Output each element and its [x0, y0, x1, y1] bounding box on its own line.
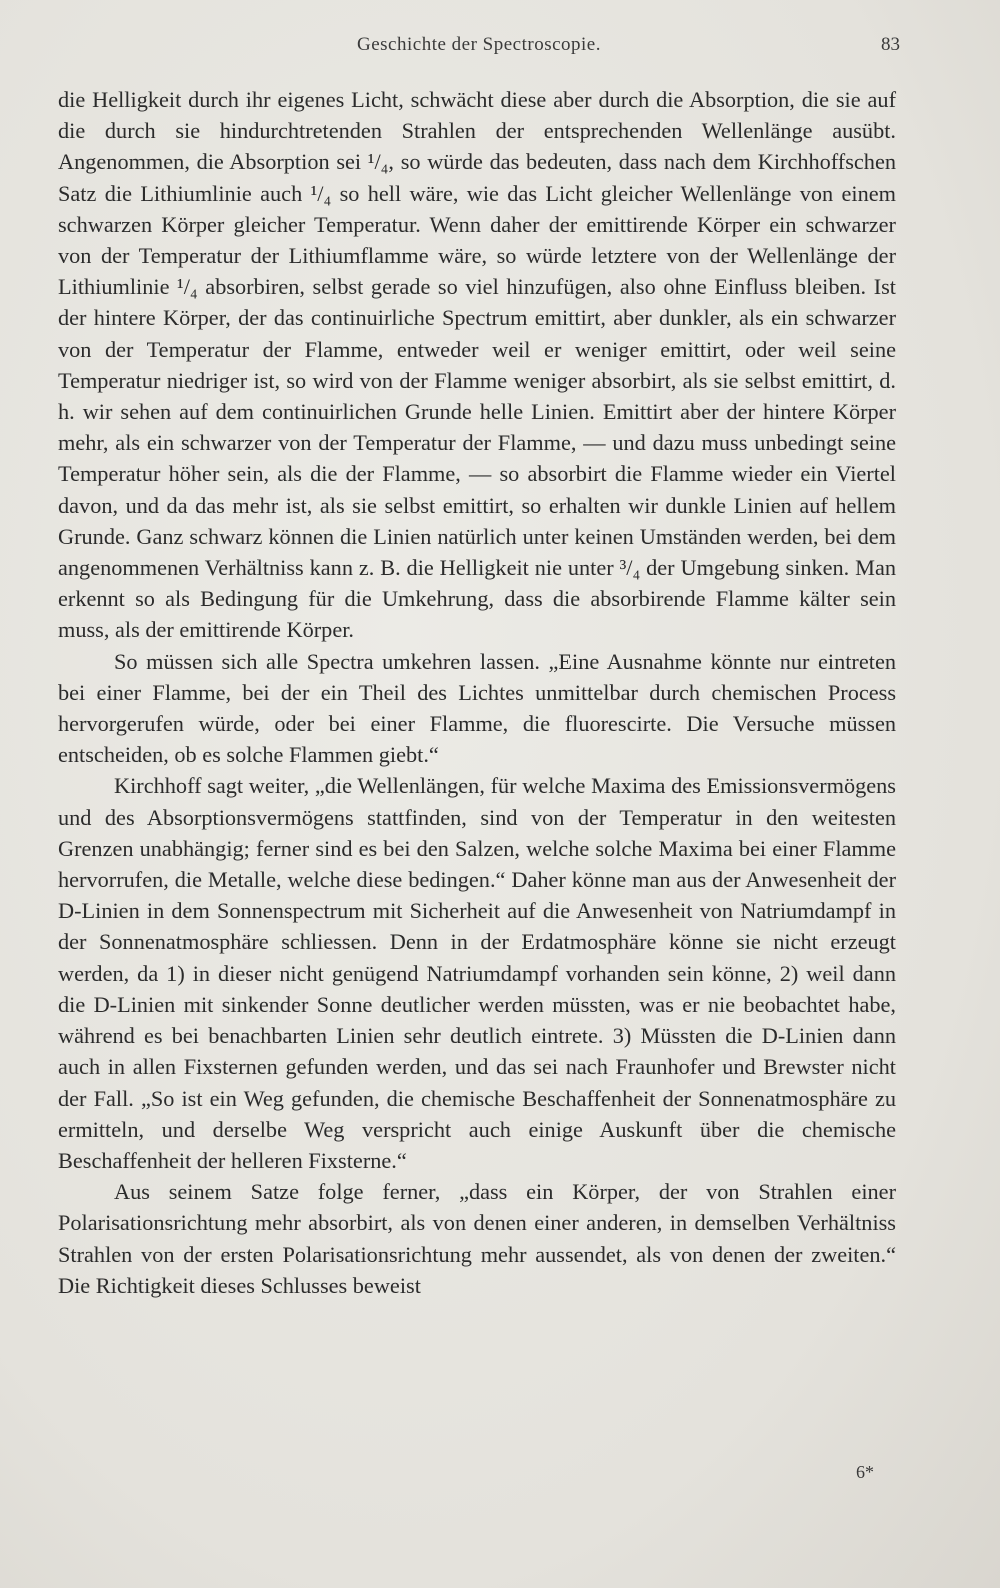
paragraph-3: Kirchhoff sagt weiter, „die Wellenlängen, für welche Maxima des Emissionsvermögens und des Absorptionsvermögens stattfinden, sind von der Temperatur in den weitesten Grenzen unabhängig; ferner sind es bei den Salzen, welche solche Maxima bei einer Flamme hervorrufen, die Metalle, welche diese bedingen.“ Daher könne man aus der Anwesenheit der D-Linien in dem Sonnenspectrum mit Sicherheit auf die Anwesenheit von Natriumdampf in der Sonnenatmosphäre schliessen. Denn in der Erdatmosphäre könne sie nicht erzeugt werden, da 1) in dieser nicht genügend Natriumdampf vorhanden sein könne, 2) weil dann die D-Linien mit sinkender Sonne deutlicher werden müssten, was er nie beobachtet habe, während es bei benachbarten Linien sehr deutlich eintrete. 3) Müssten die D-Linien dann auch in allen Fixsternen gefunden werden, und das sei nach Fraunhofer und Brewster nicht der Fall. „So ist ein Weg gefunden, die chemische Beschaffenheit der Sonnenatmosphäre zu ermitteln, und derselbe Weg verspricht auch einige Auskunft über die chemische Beschaffenheit der helleren Fixsterne.“	[58, 773, 896, 1173]
paragraph-2: So müssen sich alle Spectra umkehren lassen. „Eine Ausnahme könnte nur eintreten bei einer Flamme, bei der ein Theil des Lichtes unmittelbar durch chemischen Process hervorgerufen würde, oder bei einer Flamme, die fluorescirte. Die Versuche müssen entscheiden, ob es solche Flammen giebt.“	[58, 648, 896, 768]
printer-signature-mark: 6*	[856, 1462, 874, 1482]
running-header	[58, 34, 900, 64]
body-text	[58, 84, 896, 1301]
paragraph-4: Aus seinem Satze folge ferner, „dass ein Körper, der von Strahlen einer Polarisationsrichtung mehr absorbirt, als von denen einer anderen, in demselben Verhältniss Strahlen von der ersten Polarisationsrichtung mehr aussendet, als von denen der zweiten.“ Die Richtigkeit dieses Schlusses beweist	[58, 1179, 896, 1298]
paragraph-1: die Helligkeit durch ihr eigenes Licht, schwächt diese aber durch die Absorption, die sie auf die durch sie hindurchtretenden Strahlen der entsprechenden Wellenlänge ausübt. Angenommen, die Absorption sei ¹/₄, so würde das bedeuten, dass nach dem Kirchhoffschen Satz die Lithiumlinie auch ¹/₄ so hell wäre, wie das Licht gleicher Wellenlänge von einem schwarzen Körper gleicher Temperatur. Wenn daher der emittirende Körper ein schwarzer von der Temperatur der Lithiumflamme wäre, so würde letztere von der Wellenlänge der Lithiumlinie ¹/₄ absorbiren, selbst gerade so viel hinzufügen, also ohne Einfluss bleiben. Ist der hintere Körper, der das continuirliche Spectrum emittirt, aber dunkler, als ein schwarzer von der Temperatur der Flamme, entweder weil er weniger emittirt, oder weil seine Temperatur niedriger ist, so wird von der Flamme weniger absorbirt, als sie selbst emittirt, d. h. wir sehen auf dem continuirlichen Grunde helle Linien. Emittirt aber der hintere Körper mehr, als ein schwarzer von der Temperatur der Flamme, — und dazu muss unbedingt seine Temperatur höher sein, als die der Flamme, — so absorbirt die Flamme wieder ein Viertel davon, und da das mehr ist, als sie selbst emittirt, so erhalten wir dunkle Linien auf hellem Grunde. Ganz schwarz können die Linien natürlich unter keinen Umständen werden, bei dem angenommenen Verhältniss kann z. B. die Helligkeit nie unter ³/₄ der Umgebung sinken. Man erkennt so als Bedingung für die Umkehrung, dass die absorbirende Flamme kälter sein muss, als der emittirende Körper.	[58, 87, 896, 643]
running-title: Geschichte der Spectroscopie.	[357, 34, 601, 55]
page-number: 83	[881, 34, 900, 55]
